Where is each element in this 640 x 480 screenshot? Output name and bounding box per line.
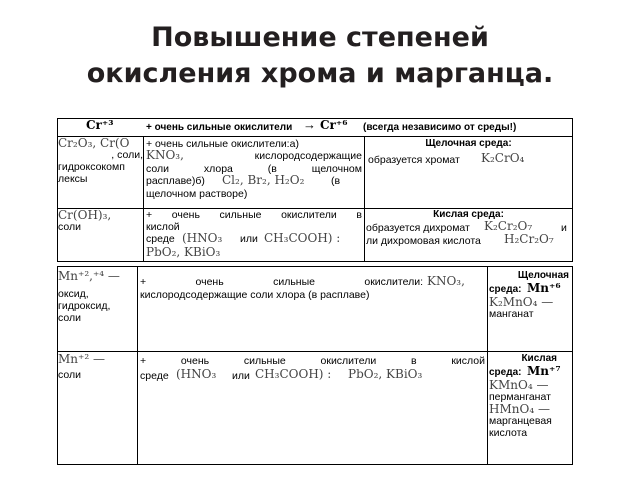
- cr-row2-mid-l4: PbO₂, KBiO₃: [146, 245, 221, 259]
- cr-row2-left: [58, 209, 143, 260]
- chromium-header: [58, 119, 570, 136]
- cr-row1-left-l2: , соли,: [111, 149, 143, 161]
- mn-row2-right-name3: кислота: [489, 427, 528, 439]
- mn-row2-right: [489, 353, 571, 461]
- cr-row2-mid-l3a: среде: [146, 233, 175, 245]
- header-to: Cr⁺⁶: [320, 119, 348, 132]
- cr-row1-mid-l4a: расплаве)б): [146, 175, 205, 187]
- mn-acidic-heading: Кислая: [521, 353, 557, 364]
- mn-row2-mid-l2d: CH₃COOH) :: [255, 367, 332, 381]
- cr-row1-right: [366, 138, 571, 208]
- mn-row1-right-l2b: Mn⁺⁶: [527, 281, 561, 295]
- cr-row1-left-l3: гидроксокомп: [58, 161, 125, 173]
- mn-row2-formula: Mn⁺² —: [58, 353, 105, 366]
- mn-row1-right-l2a: среда:: [489, 284, 522, 295]
- arrow-icon: →: [303, 119, 316, 132]
- cr-row1-mid-l4c: (в: [331, 175, 341, 187]
- cr-row1-left: [58, 137, 143, 208]
- cr-row2-mid-l3d: CH₃COOH) :: [264, 231, 341, 245]
- mn-row2-mid-l2b: (HNO₃: [176, 367, 217, 381]
- slide-title: [0, 20, 640, 92]
- cr-row2-mid-l3b: (HNO₃: [182, 231, 223, 245]
- mn-row2-right-name1: перманганат: [489, 391, 551, 403]
- mn-row2-right-l2a: среда:: [489, 367, 522, 378]
- cr-row1-mid-l4b: Cl₂, Br₂, H₂O₂: [222, 173, 305, 187]
- mn-row2-left: [58, 353, 136, 461]
- cr-row1-formula: Cr₂O₃, Cr(O: [58, 137, 130, 150]
- mn-row2-right-l2b: Mn⁺⁷: [527, 364, 561, 378]
- cr-alkaline-heading: Щелочная среда:: [425, 138, 512, 149]
- cr-row2-right-text1: образуется дихромат: [366, 222, 470, 234]
- manganate-formula: K₂MnO₄ —: [489, 295, 554, 309]
- mn-row2-left-l2: соли: [58, 369, 81, 381]
- title-line-2: окисления хрома и марганца.: [86, 58, 554, 89]
- mn-row1-formula: Mn⁺²,⁺⁴ —: [58, 270, 120, 283]
- header-note: (всегда независимо от среды!): [363, 122, 517, 133]
- cr-row2-right: [366, 209, 571, 260]
- cr-row2-middle: [146, 209, 362, 260]
- cr-row1-left-l4: лексы: [58, 173, 88, 185]
- permanganate-formula: KMnO₄ —: [489, 378, 549, 392]
- header-oxidizers: + очень сильные окислители: [146, 122, 293, 133]
- cr-row2-mid-l2: кислой: [146, 221, 180, 233]
- mn-row2-mid-l1: + очень сильные окислители в кислой: [140, 355, 485, 367]
- cr-acidic-heading: Кислая среда:: [433, 209, 504, 220]
- cr-row2-mid-l1: + очень сильные окислители в: [146, 209, 362, 221]
- cr-row1-middle: [146, 138, 362, 208]
- mn-row1-right-name: манганат: [489, 308, 534, 320]
- header-from: Cr⁺³: [86, 119, 114, 132]
- mn-row1-left-l2: оксид,: [58, 288, 89, 300]
- mn-row2-mid-l2e: PbO₂, KBiO₃: [348, 367, 423, 381]
- cr-row1-mid-l5: щелочном растворе): [146, 188, 248, 200]
- cr-row2-right-and: и: [561, 222, 567, 234]
- cr-row2-formula: Cr(OH)₃,: [58, 209, 112, 222]
- mn-row1-right: [489, 270, 571, 350]
- mn-row1-left: [58, 270, 136, 350]
- dichromate-formula: K₂Cr₂O₇: [484, 219, 533, 233]
- permanganic-acid-formula: HMnO₄ —: [489, 402, 550, 416]
- mn-row2-mid-l2a: среде: [140, 370, 169, 382]
- mn-row1-middle: [140, 276, 485, 350]
- mn-row2-right-name2: марганцевая: [489, 415, 552, 427]
- mn-row2-mid-l2c: или: [232, 370, 250, 382]
- mn-row1-mid-l1b: KNO₃,: [427, 276, 465, 288]
- cr-row1-right-text: образуется хромат: [368, 154, 460, 166]
- mn-row1-left-l3: гидроксид,: [58, 300, 111, 312]
- mn-row1-mid-l2: кислородсодержащие соли хлора (в расплаве): [140, 289, 370, 301]
- mn-alkaline-heading: Щелочная: [517, 270, 569, 281]
- cr-row1-mid-l2: кислородсодержащие: [254, 150, 362, 162]
- mn-row1-left-l4: соли: [58, 312, 81, 324]
- title-line-1: Повышение степеней: [151, 22, 489, 53]
- mn-row2-middle: [140, 355, 485, 461]
- chromate-formula: K₂CrO₄: [481, 151, 525, 165]
- cr-row1-mid-l1: + очень сильные окислители:а): [146, 138, 299, 150]
- mn-row1-mid-l1a: + очень сильные окислители:: [140, 276, 423, 288]
- cr-row1-mid-kno3: KNO₃,: [146, 148, 184, 162]
- cr-row2-right-text2: ли дихромовая кислота: [366, 235, 481, 247]
- cr-row2-mid-l3c: или: [240, 233, 258, 245]
- cr-row2-left-l2: соли: [58, 221, 81, 233]
- cr-row1-mid-l3: соли хлора (в щелочном: [146, 163, 362, 175]
- dichromic-acid-formula: H₂Cr₂O₇: [504, 232, 554, 246]
